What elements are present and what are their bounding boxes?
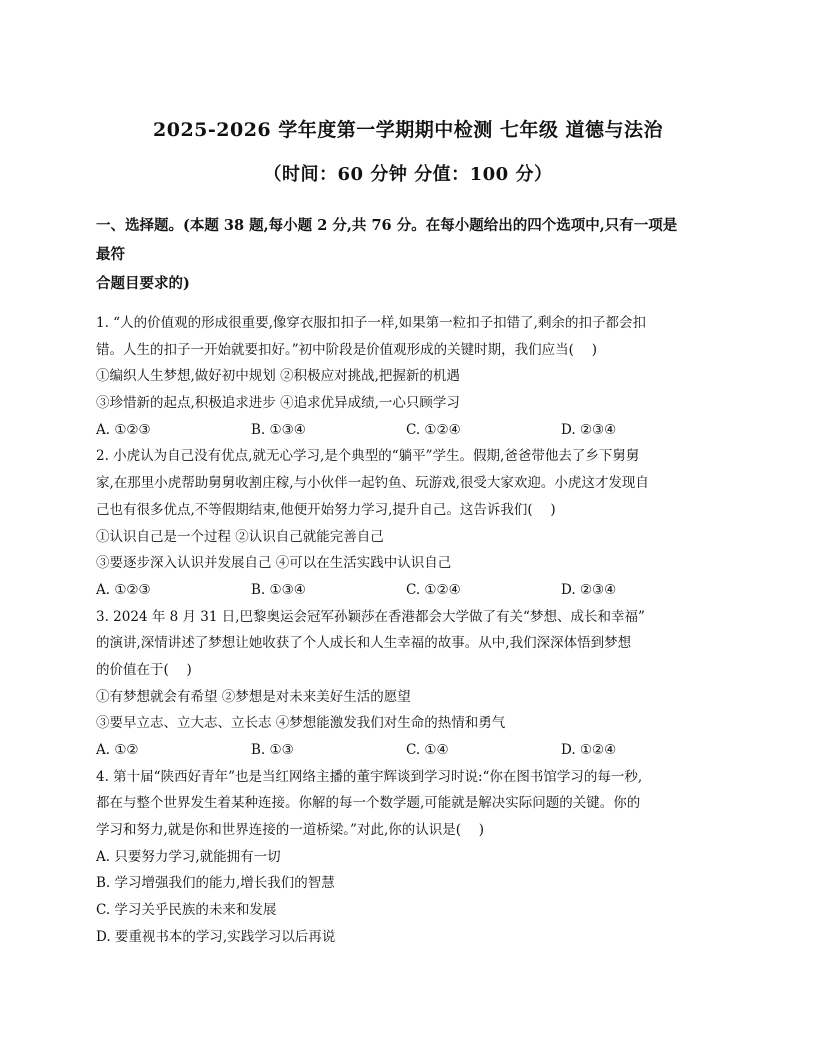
- question-stem-line: 1. “人的价值观的形成很重要,像穿衣服扣扣子一样,如果第一粒扣子扣错了,剩余的扣子都会扣: [96, 315, 646, 331]
- answer-option-d[interactable]: D. ②③④: [561, 581, 617, 598]
- question-statement: ①有梦想就会有希望 ②梦想是对未来美好生活的愿望: [96, 688, 411, 705]
- question-3: [96, 604, 716, 764]
- question-stem-line: 错。人生的扣子一开始就要扣好。”初中阶段是价值观形成的关键时期，我们应当( ): [96, 341, 597, 358]
- answer-option-d[interactable]: D. 要重视书本的学习,实践学习以后再说: [96, 928, 336, 945]
- section-heading-line: 合题目要求的): [96, 275, 190, 292]
- question-statement: ③要逐步深入认识并发展自己 ④可以在生活实践中认识自己: [96, 555, 452, 572]
- question-stem-line: 都在与整个世界发生着某种连接。你解的每一个数学题,可能就是解决实际问题的关键。你的: [96, 795, 641, 812]
- section-heading-line: 最符: [96, 246, 125, 263]
- question-statement: ①认识自己是一个过程 ②认识自己就能完善自己: [96, 528, 384, 545]
- answer-option-a[interactable]: A. ①②: [96, 742, 139, 758]
- question-4: [96, 764, 716, 951]
- page-subtitle: （时间：60 分钟 分值：100 分）: [263, 164, 553, 185]
- section-heading-line: 一、选择题。(本题 38 题,每小题 2 分,共 76 分。在每小题给出的四个选项中,只有一项是: [96, 217, 678, 234]
- answer-option-d[interactable]: D. ②③④: [561, 421, 617, 438]
- question-1: [96, 310, 716, 443]
- answer-option-b[interactable]: B. ①③: [251, 742, 294, 758]
- question-stem-line: 3. 2024 年 8 月 31 日,巴黎奥运会冠军孙颖莎在香港都会大学做了有关“梦想、成长和幸福”: [96, 608, 645, 625]
- answer-option-a[interactable]: A. ①②③: [96, 421, 151, 438]
- question-statement: ③要早立志、立大志、立长志 ④梦想能激发我们对生命的热情和勇气: [96, 715, 506, 732]
- question-list: [96, 310, 716, 951]
- question-stem-line: 家,在那里小虎帮助舅舅收割庄稼,与小伙伴一起钓鱼、玩游戏,很受大家欢迎。小虎这才发现自: [96, 475, 649, 492]
- question-statement: ①编织人生梦想,做好初中规划 ②积极应对挑战,把握新的机遇: [96, 368, 460, 385]
- question-stem-line: 4. 第十届“陕西好青年”也是当红网络主播的董宇辉谈到学习时说:“你在图书馆学习的每一秒,: [96, 768, 643, 785]
- answer-option-c[interactable]: C. ①④: [406, 742, 449, 758]
- answer-option-c[interactable]: C. ①②④: [406, 421, 461, 438]
- answer-options: [96, 417, 716, 444]
- answer-option-a[interactable]: A. ①②③: [96, 581, 151, 598]
- question-stem-line: 学习和努力,就是你和世界连接的一道桥梁。”对此,你的认识是( ): [96, 822, 485, 839]
- answer-option-b[interactable]: B. ①③④: [251, 421, 306, 438]
- question-stem-line: 己也有很多优点,不等假期结束,他便开始努力学习,提升自己。这告诉我们( ): [96, 501, 556, 518]
- answer-options: [96, 577, 716, 604]
- answer-option-a[interactable]: A. 只要努力学习,就能拥有一切: [96, 848, 281, 865]
- answer-option-c[interactable]: C. ①②④: [406, 581, 461, 598]
- answer-option-d[interactable]: D. ①②④: [561, 742, 617, 758]
- question-stem-line: 的演讲,深情讲述了梦想让她收获了个人成长和人生幸福的故事。从中,我们深深体悟到梦想: [96, 635, 632, 652]
- answer-option-b[interactable]: B. 学习增强我们的能力,增长我们的智慧: [96, 875, 335, 892]
- answer-option-c[interactable]: C. 学习关乎民族的未来和发展: [96, 902, 277, 919]
- question-statement: ③珍惜新的起点,积极追求进步 ④追求优异成绩,一心只顾学习: [96, 395, 460, 412]
- question-stem-line: 2. 小虎认为自己没有优点,就无心学习,是个典型的“躺平”学生。假期,爸爸带他去了乡下舅舅: [96, 448, 640, 465]
- question-stem-line: 的价值在于( ): [96, 661, 192, 678]
- page-title: 2025-2026 学年度第一学期期中检测 七年级 道德与法治: [153, 119, 663, 141]
- answer-option-b[interactable]: B. ①③④: [251, 581, 306, 598]
- answer-options: [96, 737, 716, 764]
- question-2: [96, 443, 716, 603]
- section-heading: [96, 211, 716, 298]
